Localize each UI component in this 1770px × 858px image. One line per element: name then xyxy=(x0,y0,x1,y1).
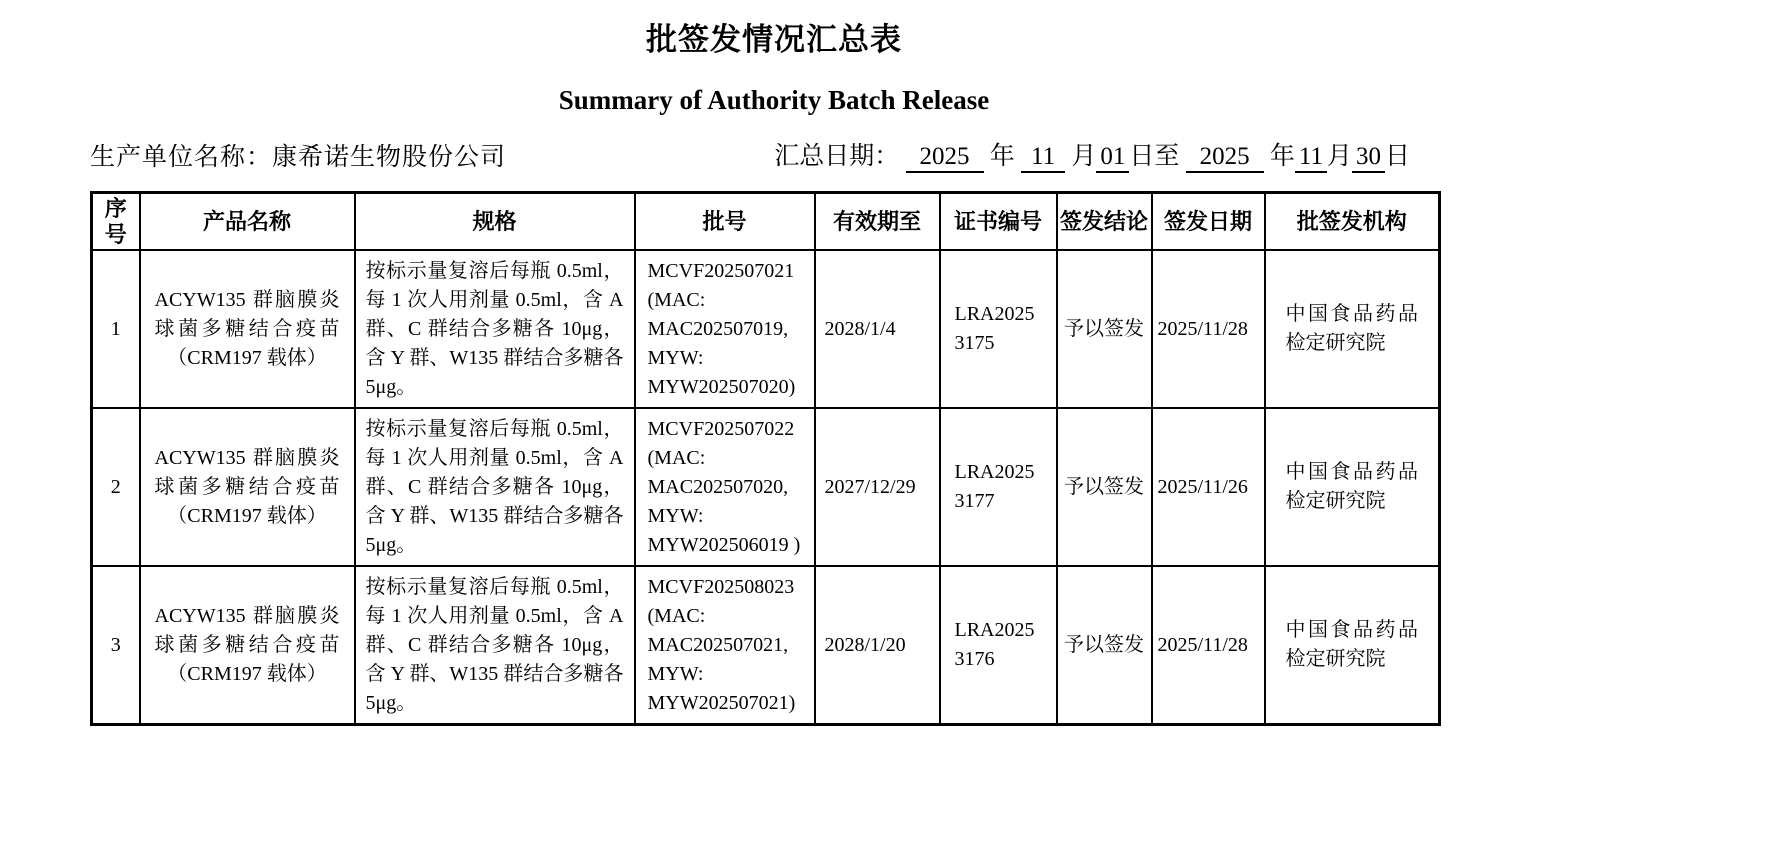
table-row xyxy=(92,566,1440,725)
cell-serial-no: 2 xyxy=(92,408,140,566)
day-suffix: 日 xyxy=(1384,143,1410,170)
page-title: 批签发情况汇总表 xyxy=(646,22,902,57)
day-to-joiner: 日至 xyxy=(1129,143,1180,170)
header-agency: 批签发机构 xyxy=(1265,193,1440,251)
header-issue-date: 签发日期 xyxy=(1152,193,1265,251)
header-no: 序号 xyxy=(92,193,140,251)
header-conclusion: 签发结论 xyxy=(1057,193,1152,251)
summary-to-year: 2025 xyxy=(1186,143,1264,173)
batch-release-table xyxy=(90,191,1441,726)
header-spec: 规格 xyxy=(355,193,635,251)
cell-conclusion: 予以签发 xyxy=(1057,250,1152,408)
producer-line xyxy=(90,137,506,173)
cell-expiry-date: 2027/12/29 xyxy=(815,408,940,566)
summary-date-line xyxy=(774,136,1410,173)
table-header-row xyxy=(92,193,1440,251)
cell-expiry-date: 2028/1/20 xyxy=(815,566,940,725)
cell-spec: 按标示量复溶后每瓶 0.5ml，每 1 次人用剂量 0.5ml，含 A 群、C 群结合多糖各 10μg，含 Y 群、W135 群结合多糖各 5μg。 xyxy=(355,566,635,725)
cell-batch-no: MCVF202507022 (MAC: MAC202507020, MYW: MYW202506019 ) xyxy=(635,408,815,566)
month-suffix: 月 xyxy=(1071,143,1097,170)
info-line xyxy=(90,136,1458,173)
table-head xyxy=(92,193,1440,251)
header-batch-no: 批号 xyxy=(635,193,815,251)
producer-value: 康希诺生物股份公司 xyxy=(272,144,507,171)
summary-from-month: 11 xyxy=(1021,143,1065,173)
cell-conclusion: 予以签发 xyxy=(1057,566,1152,725)
cell-agency: 中国食品药品检定研究院 xyxy=(1265,408,1440,566)
summary-from-year: 2025 xyxy=(906,143,984,173)
cell-product-name: ACYW135 群脑膜炎球菌多糖结合疫苗（CRM197 载体） xyxy=(140,408,355,566)
table-body xyxy=(92,250,1440,725)
cell-spec: 按标示量复溶后每瓶 0.5ml，每 1 次人用剂量 0.5ml，含 A 群、C 群结合多糖各 10μg，含 Y 群、W135 群结合多糖各 5μg。 xyxy=(355,250,635,408)
cell-product-name: ACYW135 群脑膜炎球菌多糖结合疫苗（CRM197 载体） xyxy=(140,250,355,408)
cell-issue-date: 2025/11/26 xyxy=(1152,408,1265,566)
cell-conclusion: 予以签发 xyxy=(1057,408,1152,566)
table-row xyxy=(92,408,1440,566)
cell-agency: 中国食品药品检定研究院 xyxy=(1265,250,1440,408)
document-content xyxy=(90,0,1458,726)
producer-label: 生产单位名称： xyxy=(90,144,273,171)
summary-to-day: 30 xyxy=(1352,143,1385,173)
year-suffix: 年 xyxy=(1269,143,1295,170)
cell-cert-no: LRA20253175 xyxy=(940,250,1057,408)
year-suffix: 年 xyxy=(989,143,1015,170)
cell-batch-no: MCVF202507021 (MAC: MAC202507019, MYW: MYW202507020) xyxy=(635,250,815,408)
summary-from-day: 01 xyxy=(1096,143,1129,173)
header-expiry: 有效期至 xyxy=(815,193,940,251)
cell-serial-no: 1 xyxy=(92,250,140,408)
cell-issue-date: 2025/11/28 xyxy=(1152,250,1265,408)
cell-batch-no: MCVF202508023 (MAC: MAC202507021, MYW: MYW202507021) xyxy=(635,566,815,725)
cell-cert-no: LRA20253177 xyxy=(940,408,1057,566)
cell-issue-date: 2025/11/28 xyxy=(1152,566,1265,725)
cell-product-name: ACYW135 群脑膜炎球菌多糖结合疫苗（CRM197 载体） xyxy=(140,566,355,725)
cell-spec: 按标示量复溶后每瓶 0.5ml，每 1 次人用剂量 0.5ml，含 A 群、C 群结合多糖各 10μg，含 Y 群、W135 群结合多糖各 5μg。 xyxy=(355,408,635,566)
cell-cert-no: LRA20253176 xyxy=(940,566,1057,725)
cell-expiry-date: 2028/1/4 xyxy=(815,250,940,408)
cell-agency: 中国食品药品检定研究院 xyxy=(1265,566,1440,725)
header-cert-no: 证书编号 xyxy=(940,193,1057,251)
month-suffix: 月 xyxy=(1326,143,1352,170)
table-row xyxy=(92,250,1440,408)
summary-to-month: 11 xyxy=(1295,143,1327,173)
cell-serial-no: 3 xyxy=(92,566,140,725)
summary-date-label: 汇总日期： xyxy=(774,143,900,170)
header-product-name: 产品名称 xyxy=(140,193,355,251)
page-subtitle: Summary of Authority Batch Release xyxy=(558,85,990,115)
